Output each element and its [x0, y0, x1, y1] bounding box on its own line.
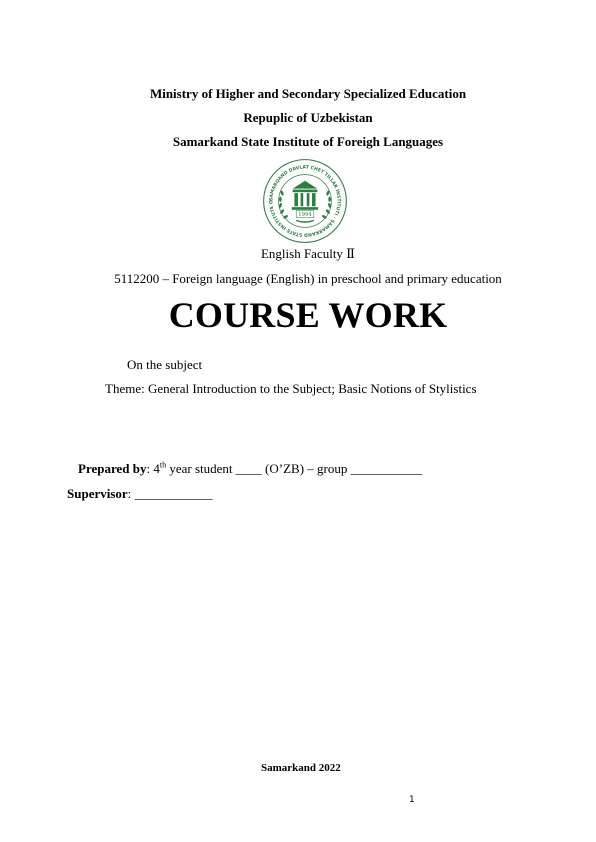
institute-heading: Samarkand State Institute of Foreigh Languages — [172, 134, 444, 149]
program-line: 5112200 – Foreign language (English) in preschool and primary education — [114, 271, 502, 286]
ministry-heading: Ministry of Higher and Secondary Specialized Education — [149, 86, 467, 101]
prepared-by-line — [78, 461, 422, 477]
seal-ring-text: SAMARQAND DAVLAT CHET TILLAR INSTITUTI · SAMARKAND STATE INSTITUTE O — [269, 165, 341, 237]
ordinal-suffix: th — [159, 460, 167, 470]
seal-year: 1994 — [298, 212, 312, 219]
supervisor-blank: : ____________ — [127, 486, 213, 501]
republic-heading: Repuplic of Uzbekistan — [243, 110, 373, 125]
student-year: 4 — [153, 461, 160, 476]
supervisor-line — [67, 486, 213, 502]
theme-line: Theme: General Introduction to the Subject; Basic Notions of Stylistics — [105, 381, 477, 396]
institute-seal-logo — [261, 157, 349, 245]
page-number: 1 — [409, 795, 415, 805]
supervisor-label: Supervisor — [67, 486, 128, 501]
prepared-by-separator: : — [146, 461, 154, 476]
subject-label: On the subject — [127, 357, 203, 372]
city-year: Samarkand 2022 — [261, 762, 341, 774]
document-title: COURSE WORK — [168, 295, 448, 335]
prepared-by-label: Prepared by — [78, 461, 147, 476]
student-details: year student ____ (O’ZB) – group ___________ — [166, 461, 423, 476]
faculty-line: English Faculty Ⅱ — [260, 246, 356, 261]
